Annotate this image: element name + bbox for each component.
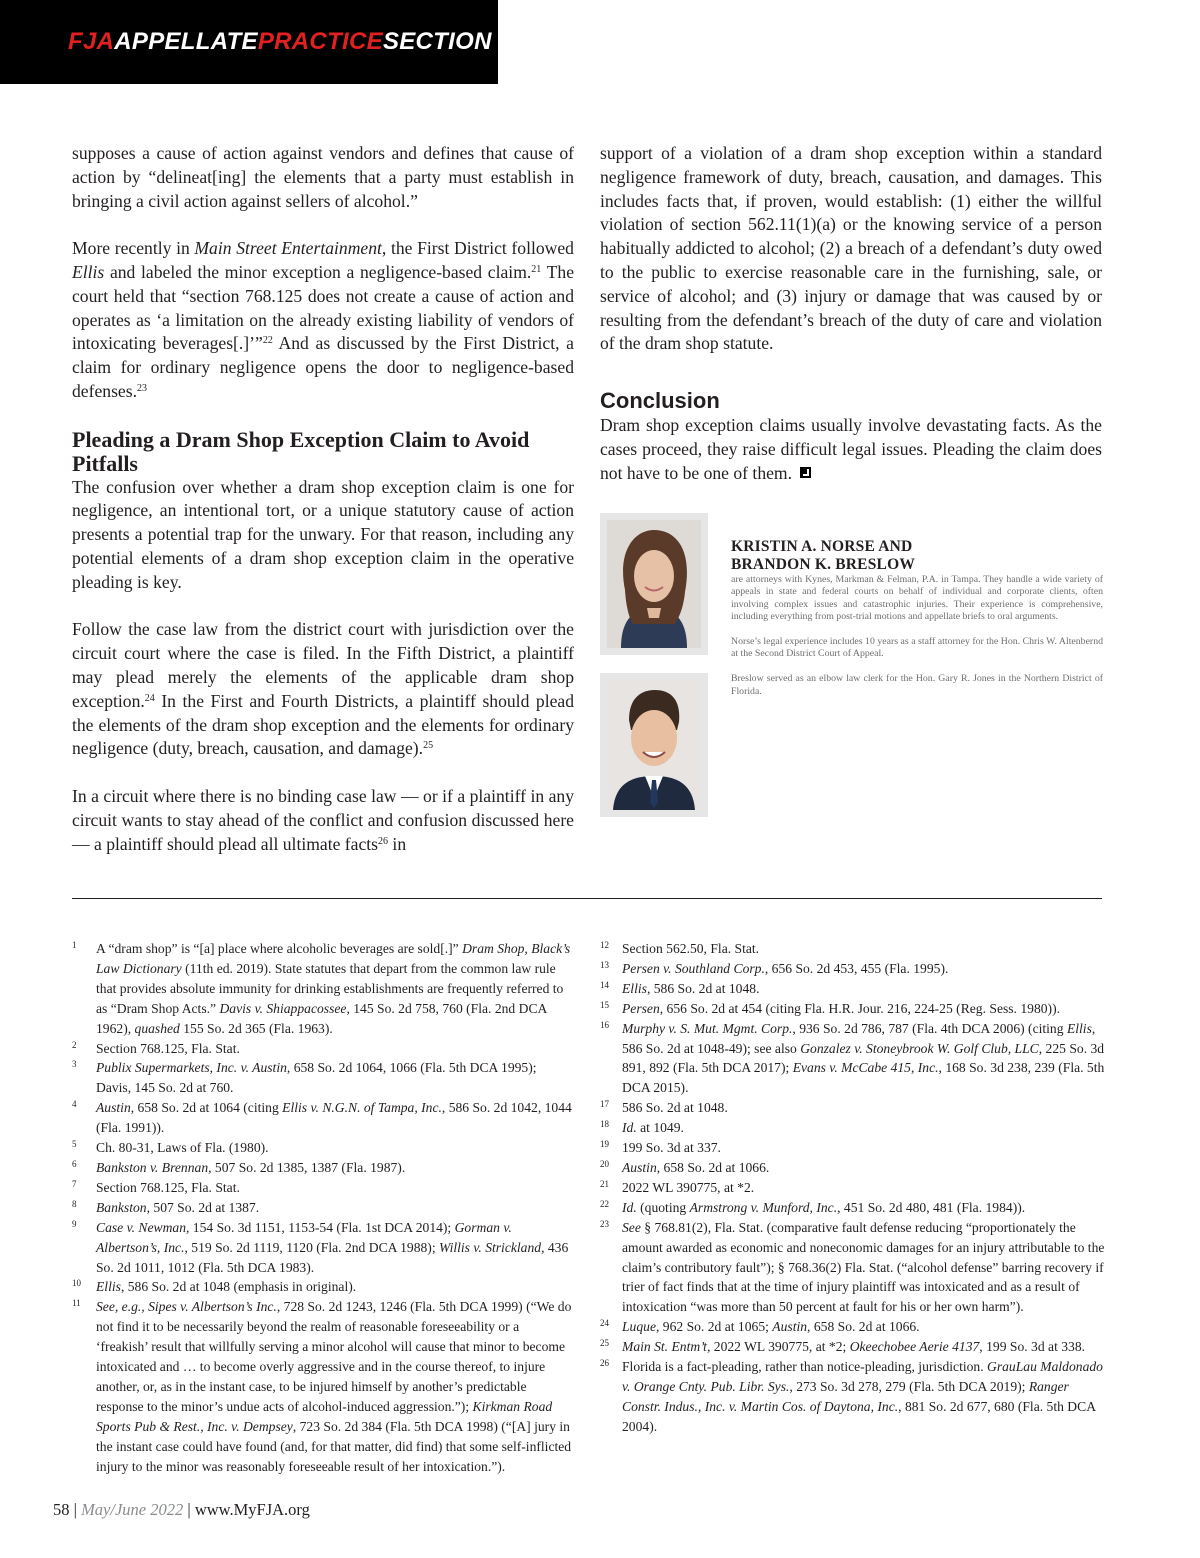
text-run: More recently in [72,238,195,259]
separator: | [69,1500,82,1519]
footnote-number: 8 [72,1198,77,1209]
citation: Murphy v. S. Mut. Mgmt. Corp. [622,1020,793,1036]
citation: Ellis v. N.G.N. of Tampa, Inc. [282,1100,442,1116]
text-run: The court held that “section 768.125 does not create a cause of action and operates as ‘a limitation on the already existing liability of vendors of intoxicating beverages[.]’” [72,261,575,354]
footnote [72,1138,572,1158]
author-name-line: KRISTIN A. NORSE AND [731,538,913,555]
text-run: In a circuit where there is no binding case law — or if a plaintiff in any circuit wants to stay ahead of the conflict and confusion discussed here — a plaintiff should plead all ultimate facts [72,785,574,854]
paragraph [600,414,1102,485]
issue-date: May/June 2022 [81,1500,184,1519]
footnote-number: 3 [72,1059,77,1070]
text-run: Section 768.125, Fla. Stat. [96,1040,240,1056]
citation: Austin [96,1100,131,1116]
text-run: in [388,833,407,854]
text-run: (11th ed. 2019). State statutes that depart from the common law rule that provides absolute immunity for drinking establishments are frequently referred to as “Dram Shop Acts.” [96,960,564,1016]
page-number: 58 [53,1500,70,1519]
footnote [72,1039,572,1059]
end-of-article-icon [800,467,811,478]
paragraph: supposes a cause of action against vendors and defines that cause of action by “delineat[ing] the elements that a party must establish in bringing a civil action against sellers of alcohol.” [72,143,574,211]
text-run: , 658 So. 2d at 1066. [807,1319,920,1335]
paragraph [72,237,574,404]
footnote-ref: 22 [262,335,273,347]
text-run: 2022 WL 390775, at *2. [622,1179,755,1195]
footnote-number: 16 [600,1019,609,1030]
footnotes-left [72,939,572,1476]
text-run: , 728 So. 2d 1243, 1246 (Fla. 5th DCA 1999) (“We do not find it to be necessarily beyond the realm of reasonable foreseeability or a ‘freakish’ result that willfully serving a minor alcohol will cause that minor to become intoxicated and … to become overly aggressive and in the course thereof, to injure another, or, as in the instant case, to be injured himself by another’s predictable response to the minor’s undue acts of alcohol-induced aggression.”); [96,1299,572,1414]
text-run: , 586 So. 2d at 1048. [646,980,760,996]
footnote-number: 14 [600,979,609,990]
text-run: , 2022 WL 390775, at *2; [706,1339,850,1355]
footnote-ref: 25 [423,740,434,752]
citation: Ellis [622,980,647,996]
text-run: Section 768.125, Fla. Stat. [96,1179,240,1195]
footnote [600,1019,1105,1099]
portrait-icon [607,520,701,648]
text-run: , 451 So. 2d 480, 481 (Fla. 1984)). [837,1199,1026,1215]
text-run: , 723 So. 2d 384 (Fla. 5th DCA 1998) (“[A] jury in the instant case could have found (and, for that matter, did find) that some self-inflicted injury to the minor was reasonably foreseeable result of her intoxication.”). [96,1418,572,1474]
footnote-number: 1 [72,940,77,950]
citation: Publix Supermarkets, Inc. v. Austin [96,1060,287,1076]
footnote-number: 12 [600,940,609,950]
author-photo-breslow [607,680,701,810]
text-run: Dram shop exception claims usually involve devastating facts. As the cases proceed, they raise difficult legal issues. Pleading the claim does not have to be one of them. [600,415,1102,483]
text-run: , 154 So. 3d 1151, 1153-54 (Fla. 1st DCA 2014); [186,1219,455,1235]
footnote-number: 25 [600,1338,609,1349]
citation: Dram Shop, Black’s Law Dictionary [96,941,571,976]
citation: Davis v. Shiappacossee [219,1000,347,1016]
citation: Ranger Constr. Indus., Inc. v. Martin Cos. of Daytona, Inc. [622,1378,1069,1414]
paragraph [72,618,574,761]
conclusion-heading: Conclusion [600,388,720,414]
footnote-ref: 24 [144,692,155,704]
footnote-number: 5 [72,1139,77,1150]
footnote [600,1218,1105,1318]
footnote [72,1178,572,1198]
section-heading: Pleading a Dram Shop Exception Claim to Avoid Pitfalls [72,426,530,476]
text-run: , 658 So. 2d 1064, 1066 (Fla. 5th DCA 1995); Davis, 145 So. 2d at 760. [96,1060,537,1096]
text-run: , 225 So. 3d 891, 892 (Fla. 5th DCA 2017); [622,1040,1105,1076]
footnote [72,939,572,1039]
footnote [600,1198,1105,1218]
text-run: , 507 So. 2d 1385, 1387 (Fla. 1987). [208,1159,406,1175]
text-run: , 586 So. 2d at 1048-49); see also [622,1020,1096,1056]
citation: Luque [622,1319,656,1335]
footnotes-right [600,939,1105,1437]
text-run: Ch. 80-31, Laws of Fla. (1980). [96,1140,269,1156]
footnote-number: 11 [72,1298,81,1309]
right-column [600,142,1102,486]
footnote [600,979,1105,999]
text-run: , 586 So. 2d at 1048 (emphasis in original). [120,1279,357,1295]
footnote-number: 17 [600,1099,609,1110]
footnote [72,1218,572,1278]
citation: Bankston [96,1199,147,1215]
citation: GrauLau Maldonado v. Orange Cnty. Pub. Libr. Sys. [622,1359,1103,1394]
bio-paragraph: Breslow served as an elbow law clerk for the Hon. Gary R. Jones in the Northern District of Florida. [731,673,1103,697]
footnote [600,1098,1105,1118]
text-run: In the First and Fourth Districts, a plaintiff should plead the elements of the dram shop exception and the elements for ordinary negligence (duty, breach, causation, and damage). [72,690,574,759]
footnote-divider [72,898,1102,899]
citation: Ellis [1066,1020,1092,1036]
header-practice: PRACTICE [257,28,383,55]
text-run: , the First District followed [381,238,574,259]
footnote [72,1297,572,1476]
section-title [68,28,492,56]
text-run: , 656 So. 2d 453, 455 (Fla. 1995). [764,960,949,976]
citation: Gonzalez v. Stoneybrook W. Golf Club, LLC [800,1040,1039,1056]
text-run: 586 So. 2d at 1048. [622,1100,728,1116]
text-run: 199 So. 3d at 337. [622,1140,721,1156]
text-run: A “dram shop” is “[a] place where alcoholic beverages are sold[.]” [96,941,463,956]
citation: Evans v. McCabe 415, Inc. [792,1060,939,1076]
text-run: , 199 So. 3d at 338. [979,1339,1086,1355]
citation: Gorman v. Albertson’s, Inc. [96,1219,512,1255]
text-run: And as discussed by the First District, a claim for ordinary negligence opens the door to negligence-based defenses. [72,333,574,401]
portrait-icon [607,680,701,810]
website-link[interactable]: www.MyFJA.org [194,1500,310,1519]
text-run: , 436 So. 2d 1011, 1012 (Fla. 5th DCA 1983). [96,1239,569,1275]
citation: Id. [622,1120,637,1136]
citation: Okeechobee Aerie 4137 [849,1339,980,1355]
footnote-number: 15 [600,999,609,1010]
text-run: Section 562.50, Fla. Stat. [622,941,760,956]
citation: Id. [622,1199,637,1215]
footnote [72,1198,572,1218]
footnote-number: 18 [600,1119,609,1130]
citation: See [622,1219,641,1235]
case-name: Main Street Entertainment [194,238,382,259]
footnote-number: 10 [72,1278,81,1289]
footnote [600,999,1105,1019]
text-run: , 586 So. 2d 1042, 1044 (Fla. 1991)). [96,1100,572,1136]
footnote-ref: 26 [378,835,389,847]
footnote-number: 9 [72,1218,77,1229]
footnote [600,1357,1105,1437]
text-run: , 656 So. 2d at 454 (citing Fla. H.R. Jour. 216, 224-25 (Reg. Sess. 1980)). [659,1000,1060,1016]
separator: | [183,1500,195,1519]
footnote [600,1317,1105,1337]
footnote [600,959,1105,979]
citation: Ellis [96,1279,121,1295]
author-photo-frame-norse [600,513,708,655]
author-name-line: BRANDON K. BRESLOW [731,556,916,573]
footnote-number: 26 [600,1358,609,1369]
text-run: at 1049. [636,1120,684,1136]
citation: Kirkman Road Sports Pub & Rest., Inc. v. Dempsey [96,1398,553,1434]
page-footer [53,1500,310,1520]
text-run: , 273 So. 3d 278, 279 (Fla. 5th DCA 2019); [789,1378,1029,1394]
header-appellate: APPELLATE [114,28,258,55]
author-bio [731,538,1103,710]
bio-paragraph: are attorneys with Kynes, Markman & Felman, P.A. in Tampa. They handle a wide variety of appeals in state and federal courts on behalf of individual and corporate clients, often involving complex issues and catastrophic injuries. Their experience is comprehensive, including everything from post-trial motions and appellate briefs to oral arguments. [731,574,1103,623]
citation: Austin [772,1319,808,1335]
text-run: , 658 So. 2d at 1064 (citing [130,1100,283,1116]
text-run: Follow the case law from the district court with jurisdiction over the circuit court where the case is filed. In the Fifth District, a plaintiff may plead merely the elements of the applicable dram shop exception. [72,619,574,711]
footnote-number: 4 [72,1099,77,1110]
footnote-number: 22 [600,1198,609,1209]
case-name: Ellis [72,261,105,282]
footnote-number: 7 [72,1178,77,1189]
footnote [72,1158,572,1178]
footnote-number: 21 [600,1178,609,1189]
text-run: and labeled the minor exception a negligence-based claim. [104,261,532,282]
citation: Main St. Entm’t [622,1339,707,1355]
citation: Armstrong v. Munford, Inc. [689,1199,838,1215]
text-run: , 962 So. 2d at 1065; [655,1319,773,1335]
text-run: § 768.81(2), Fla. Stat. (comparative fault defense reducing “proportionately the amount awarded as economic and noneconomic damages for an injury attributable to the claim’s contributory fault”); § 768.36(2) Fla. Stat. (“alcohol defense” barring recovery if trier of fact finds that at the time of injury plaintiff was intoxicated and as a result of intoxication “was more than 50 percent at fault for his or her own harm”). [622,1219,1105,1315]
left-column [72,142,574,856]
footnote [600,1178,1105,1198]
footnote-number: 23 [600,1218,609,1229]
author-photo-frame-breslow [600,673,708,817]
text-run: (quoting [636,1199,690,1215]
text-run: 155 So. 2d 365 (Fla. 1963). [179,1020,333,1036]
citation: See, e.g., Sipes v. Albertson’s Inc. [96,1299,277,1315]
citation: Bankston v. Brennan [96,1159,209,1175]
citation: Persen v. Southland Corp. [622,960,765,976]
text-run: , 936 So. 2d 786, 787 (Fla. 4th DCA 2006) (citing [792,1020,1067,1036]
citation: Willis v. Strickland [439,1239,542,1255]
citation: Persen [622,1000,660,1016]
text-run: , 168 So. 3d 238, 239 (Fla. 5th DCA 2015). [622,1060,1105,1096]
text-run: , 507 So. 2d at 1387. [146,1199,260,1215]
bio-paragraph: Norse’s legal experience includes 10 years as a staff attorney for the Hon. Chris W. Altenbernd at the Second District Court of Appeal. [731,636,1103,660]
footnote-ref: 23 [136,382,147,394]
footnote [600,939,1105,959]
footnote-number: 13 [600,959,609,970]
footnote-number: 2 [72,1039,77,1050]
text-run: , 519 So. 2d 1119, 1120 (Fla. 2nd DCA 1988); [184,1239,439,1255]
section-header-bar [0,0,498,84]
citation: Austin [622,1159,657,1175]
footnote [72,1277,572,1297]
text-run: , 881 So. 2d 677, 680 (Fla. 5th DCA 2004). [622,1398,1096,1434]
citation: Case v. Newman [96,1219,186,1235]
header-fja: FJA [68,28,115,55]
footnote-number: 24 [600,1318,609,1329]
footnote [600,1118,1105,1138]
footnote-ref: 21 [531,263,542,275]
citation: quashed [134,1020,180,1036]
text-run: , 145 So. 2d 758, 760 (Fla. 2nd DCA 1962), [96,1000,547,1036]
paragraph [72,785,574,856]
footnote-number: 20 [600,1158,609,1169]
footnote-number: 19 [600,1139,609,1150]
footnote [600,1337,1105,1357]
paragraph: support of a violation of a dram shop exception within a standard negligence framework of duty, breach, causation, and damages. This includes facts that, if proven, would establish: (1) either the willful violation of section 562.11(1)(a) or the knowing service of a person habitually addicted to alcohol; (2) a breach of a defendant’s duty owed to the public to exercise reasonable care in the furnishing, sale, or service of alcohol; and (3) injury or damage that was caused by or resulting from the defendant’s breach of the duty of care and violation of the dram shop statute. [600,143,1102,354]
author-photo-norse [607,520,701,648]
footnote [600,1158,1105,1178]
footnote [600,1138,1105,1158]
text-run: , 658 So. 2d at 1066. [656,1159,770,1175]
footnote [72,1098,572,1138]
footnote-number: 6 [72,1158,77,1169]
footnote [72,1058,572,1098]
bio-text [731,574,1103,698]
text-run: Florida is a fact-pleading, rather than notice-pleading, jurisdiction. [622,1359,988,1375]
paragraph: The confusion over whether a dram shop exception claim is one for negligence, an intentional tort, or a unique statutory cause of action presents a potential trap for the unwary. For that reason, including any potential elements of a dram shop exception claim in the operative pleading is key. [72,476,574,592]
header-section: SECTION [382,28,492,55]
